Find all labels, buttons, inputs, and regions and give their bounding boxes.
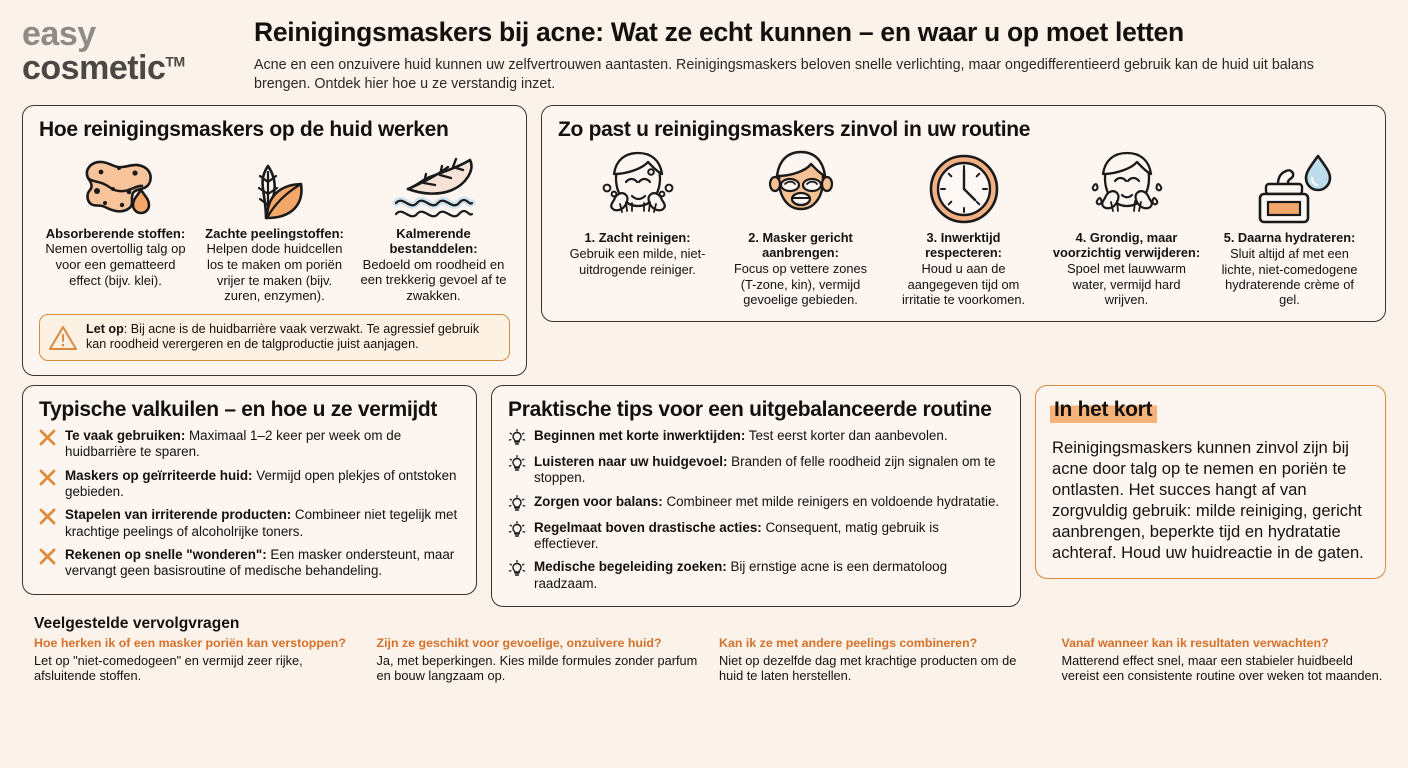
card-tips [491, 385, 1021, 607]
list-item-body: Consequent, matig gebruik is effectiever. [534, 519, 939, 552]
face-mask-icon [725, 148, 876, 226]
list-item-bold: Beginnen met korte inwerktijden: [534, 428, 746, 444]
routine-step-5 [1210, 148, 1369, 307]
page-subtitle: Acne en een onzuivere huid kunnen uw zelfvertrouwen aantasten. Reinigingsmaskers beloven snelle verlichting, maar ongedifferentieerd gebruik kan de huid uit balans brengen. Ontdek hier hoe u ze verstandig inzet. [254, 56, 1314, 92]
faq-question: Vanaf wanneer kan ik resultaten verwachten? [1061, 636, 1329, 651]
lightbulb-icon [508, 454, 526, 473]
routine-step-1 [558, 148, 717, 307]
list-item-text [65, 547, 460, 580]
card-pitfalls [22, 385, 477, 595]
faq-section [0, 607, 1408, 690]
feather-waves-icon [359, 148, 508, 222]
routine-step-label: 2. Masker gericht aanbrengen: [748, 230, 853, 261]
page-title: Reinigingsmaskers bij acne: Wat ze echt kunnen – en waar u op moet letten [254, 17, 1184, 47]
list-item-body: Een masker ondersteunt, maar vervangt geen basisroutine of medische behandeling. [65, 547, 455, 579]
pitfalls-list [39, 428, 460, 580]
brand-logo [22, 14, 240, 88]
faq-question: Kan ik ze met andere peelings combineren? [719, 636, 978, 651]
list-item-body: Test eerst korter dan aanbevolen. [745, 428, 948, 444]
how-it-works-column [22, 105, 527, 376]
routine-step-desc: Focus op vettere zones (T-zone, kin), vermijd gevoelige gebieden. [733, 261, 868, 307]
face-washing-icon [562, 148, 713, 226]
list-item-bold: Stapelen van irriterende producten: [65, 507, 292, 523]
list-item-bold: Maskers op geïrriteerde huid: [65, 467, 253, 483]
list-item [508, 428, 1004, 447]
how-item-exfoliating [198, 148, 351, 303]
warning-triangle-icon [48, 324, 78, 351]
how-item-soothing [357, 148, 510, 303]
list-item-text [65, 428, 460, 461]
lightbulb-icon [508, 520, 526, 539]
row-one [0, 101, 1408, 376]
tips-list [508, 428, 1004, 592]
lightbulb-icon [508, 559, 526, 578]
list-item [39, 468, 460, 501]
cross-icon [39, 507, 57, 525]
summary-text: Reinigingsmaskers kunnen zinvol zijn bij acne door talg op te nemen en poriën te ontlasten. Het succes hangt af van zorgvuldig gebruik: milde reiniging, gericht aanbrengen, beperkte tijd en hydratatie achteraf. Houd uw huidreactie in de gaten. [1052, 438, 1364, 562]
page-header [0, 0, 1408, 101]
faq-answer: Let op "niet-comedogeen" en vermijd zeer rijke, afsluitende stoffen. [34, 652, 303, 684]
list-item-bold: Regelmaat boven drastische acties: [534, 519, 762, 535]
faq-item [377, 636, 702, 684]
how-item-desc: Bedoeld om roodheid en een trekkerig gevoel af te zwakken. [360, 256, 507, 303]
routine-step-desc: Spoel met lauwwarm water, vermijd hard wrijven. [1067, 261, 1186, 307]
faq-answer: Ja, met beperkingen. Kies milde formules zonder parfum en bouw langzaam op. [376, 652, 698, 684]
header-text-block [254, 14, 1386, 93]
warning-note [39, 314, 510, 361]
list-item-text [534, 559, 1004, 592]
routine-step-label: 3. Inwerktijd respecteren: [925, 230, 1002, 261]
routine-step-desc: Houd u aan de aangegeven tijd om irritatie te voorkomen. [901, 261, 1026, 307]
sponge-drop-icon [41, 148, 190, 222]
list-item [39, 507, 460, 540]
how-item-label: Absorberende stoffen: [45, 226, 186, 242]
tips-title: Praktische tips voor een uitgebalanceerde routine [508, 398, 992, 422]
list-item-text [65, 468, 460, 501]
routine-step-desc: Gebruik een milde, niet-uitdrogende reiniger. [569, 246, 706, 277]
how-item-desc: Nemen overtollig talg op voor een gematteerd effect (bijv. klei). [45, 241, 186, 288]
faq-answer: Matterend effect snel, maar een stabieler huidbeeld vereist een consistente routine over weken tot maanden. [1061, 652, 1383, 684]
faq-question: Zijn ze geschikt voor gevoelige, onzuivere huid? [376, 636, 662, 651]
list-item-bold: Zorgen voor balans: [534, 493, 663, 509]
list-item-body: Branden of felle roodheid zijn signalen om te stoppen. [534, 454, 996, 486]
list-item-bold: Luisteren naar uw huidgevoel: [534, 454, 728, 470]
routine-step-desc: Sluit altijd af met een lichte, niet-comedogene hydraterende crème of gel. [1221, 246, 1358, 308]
card-summary [1035, 385, 1386, 578]
tips-column [491, 385, 1021, 607]
warning-note-bold: Let op [86, 321, 124, 336]
card-how-it-works [22, 105, 527, 376]
faq-item [34, 636, 359, 684]
how-it-works-title: Hoe reinigingsmaskers op de huid werken [39, 118, 449, 142]
faq-question: Hoe herken ik of een masker poriën kan verstoppen? [34, 636, 346, 651]
clock-icon [888, 148, 1039, 226]
face-rinse-icon [1051, 148, 1202, 226]
how-item-label: Kalmerende bestanddelen: [389, 226, 478, 257]
warning-note-text [86, 322, 499, 353]
list-item-bold: Te vaak gebruiken: [65, 428, 186, 444]
cream-jar-droplet-icon [1214, 148, 1365, 226]
how-item-label: Zachte peelingstoffen: [205, 226, 344, 242]
brand-line1: easy [22, 15, 96, 53]
list-item-bold: Medische begeleiding zoeken: [534, 559, 727, 575]
summary-title: In het kort [1050, 398, 1157, 423]
warning-note-body: : Bij acne is de huidbarrière vaak verzwakt. Te agressief gebruik kan roodheid verergeren en de talgproductie juist aanjagen. [86, 321, 480, 352]
row-two [0, 376, 1408, 607]
routine-step-label: 4. Grondig, maar voorzichtig verwijderen: [1052, 230, 1201, 261]
list-item-text [534, 494, 999, 510]
routine-steps [558, 148, 1369, 307]
cross-icon [39, 468, 57, 486]
pitfalls-column [22, 385, 477, 607]
list-item-bold: Rekenen op snelle "wonderen": [65, 547, 267, 563]
list-item-text [65, 507, 460, 540]
leaves-icon [200, 148, 349, 222]
pitfalls-title: Typische valkuilen – en hoe u ze vermijdt [39, 398, 438, 422]
routine-step-3 [884, 148, 1043, 307]
list-item-text [534, 520, 1004, 553]
lightbulb-icon [508, 428, 526, 447]
list-item-body: Combineer niet tegelijk met krachtige peelings of alcoholrijke toners. [65, 507, 458, 539]
list-item-body: Combineer met milde reinigers en voldoende hydratatie. [662, 493, 1000, 509]
list-item [39, 547, 460, 580]
how-it-works-items [39, 148, 510, 303]
trademark-symbol: TM [165, 53, 185, 70]
routine-column [541, 105, 1386, 376]
routine-step-label: 5. Daarna hydrateren: [1223, 230, 1356, 246]
list-item [508, 520, 1004, 553]
list-item-body: Bij ernstige acne is een dermatoloog raadzaam. [534, 559, 948, 591]
cross-icon [39, 547, 57, 565]
brand-line2: cosmetic™ [22, 49, 185, 88]
faq-title: Veelgestelde vervolgvragen [34, 615, 240, 633]
list-item-text [534, 428, 948, 444]
lightbulb-icon [508, 494, 526, 513]
routine-step-2 [721, 148, 880, 307]
list-item-text [534, 454, 1004, 487]
list-item [508, 494, 1004, 513]
cross-icon [39, 428, 57, 446]
list-item [508, 559, 1004, 592]
faq-item [1062, 636, 1387, 684]
faq-grid [34, 636, 1386, 684]
how-item-absorbing [39, 148, 192, 303]
faq-item [719, 636, 1044, 684]
faq-answer: Niet op dezelfde dag met krachtige producten om de huid te laten herstellen. [719, 652, 1017, 684]
routine-step-label: 1. Zacht reinigen: [584, 230, 691, 246]
how-item-desc: Helpen dode huidcellen los te maken om poriën vrijer te maken (bijv. zuren, enzymen). [206, 241, 343, 304]
routine-title: Zo past u reinigingsmaskers zinvol in uw routine [558, 118, 1031, 142]
list-item [508, 454, 1004, 487]
card-routine [541, 105, 1386, 322]
list-item-body: Vermijd open plekjes of ontstoken gebieden. [65, 467, 457, 500]
routine-step-4 [1047, 148, 1206, 307]
summary-column [1035, 385, 1386, 607]
list-item [39, 428, 460, 461]
list-item-body: Maximaal 1–2 keer per week om de huidbarrière te sparen. [65, 428, 402, 460]
